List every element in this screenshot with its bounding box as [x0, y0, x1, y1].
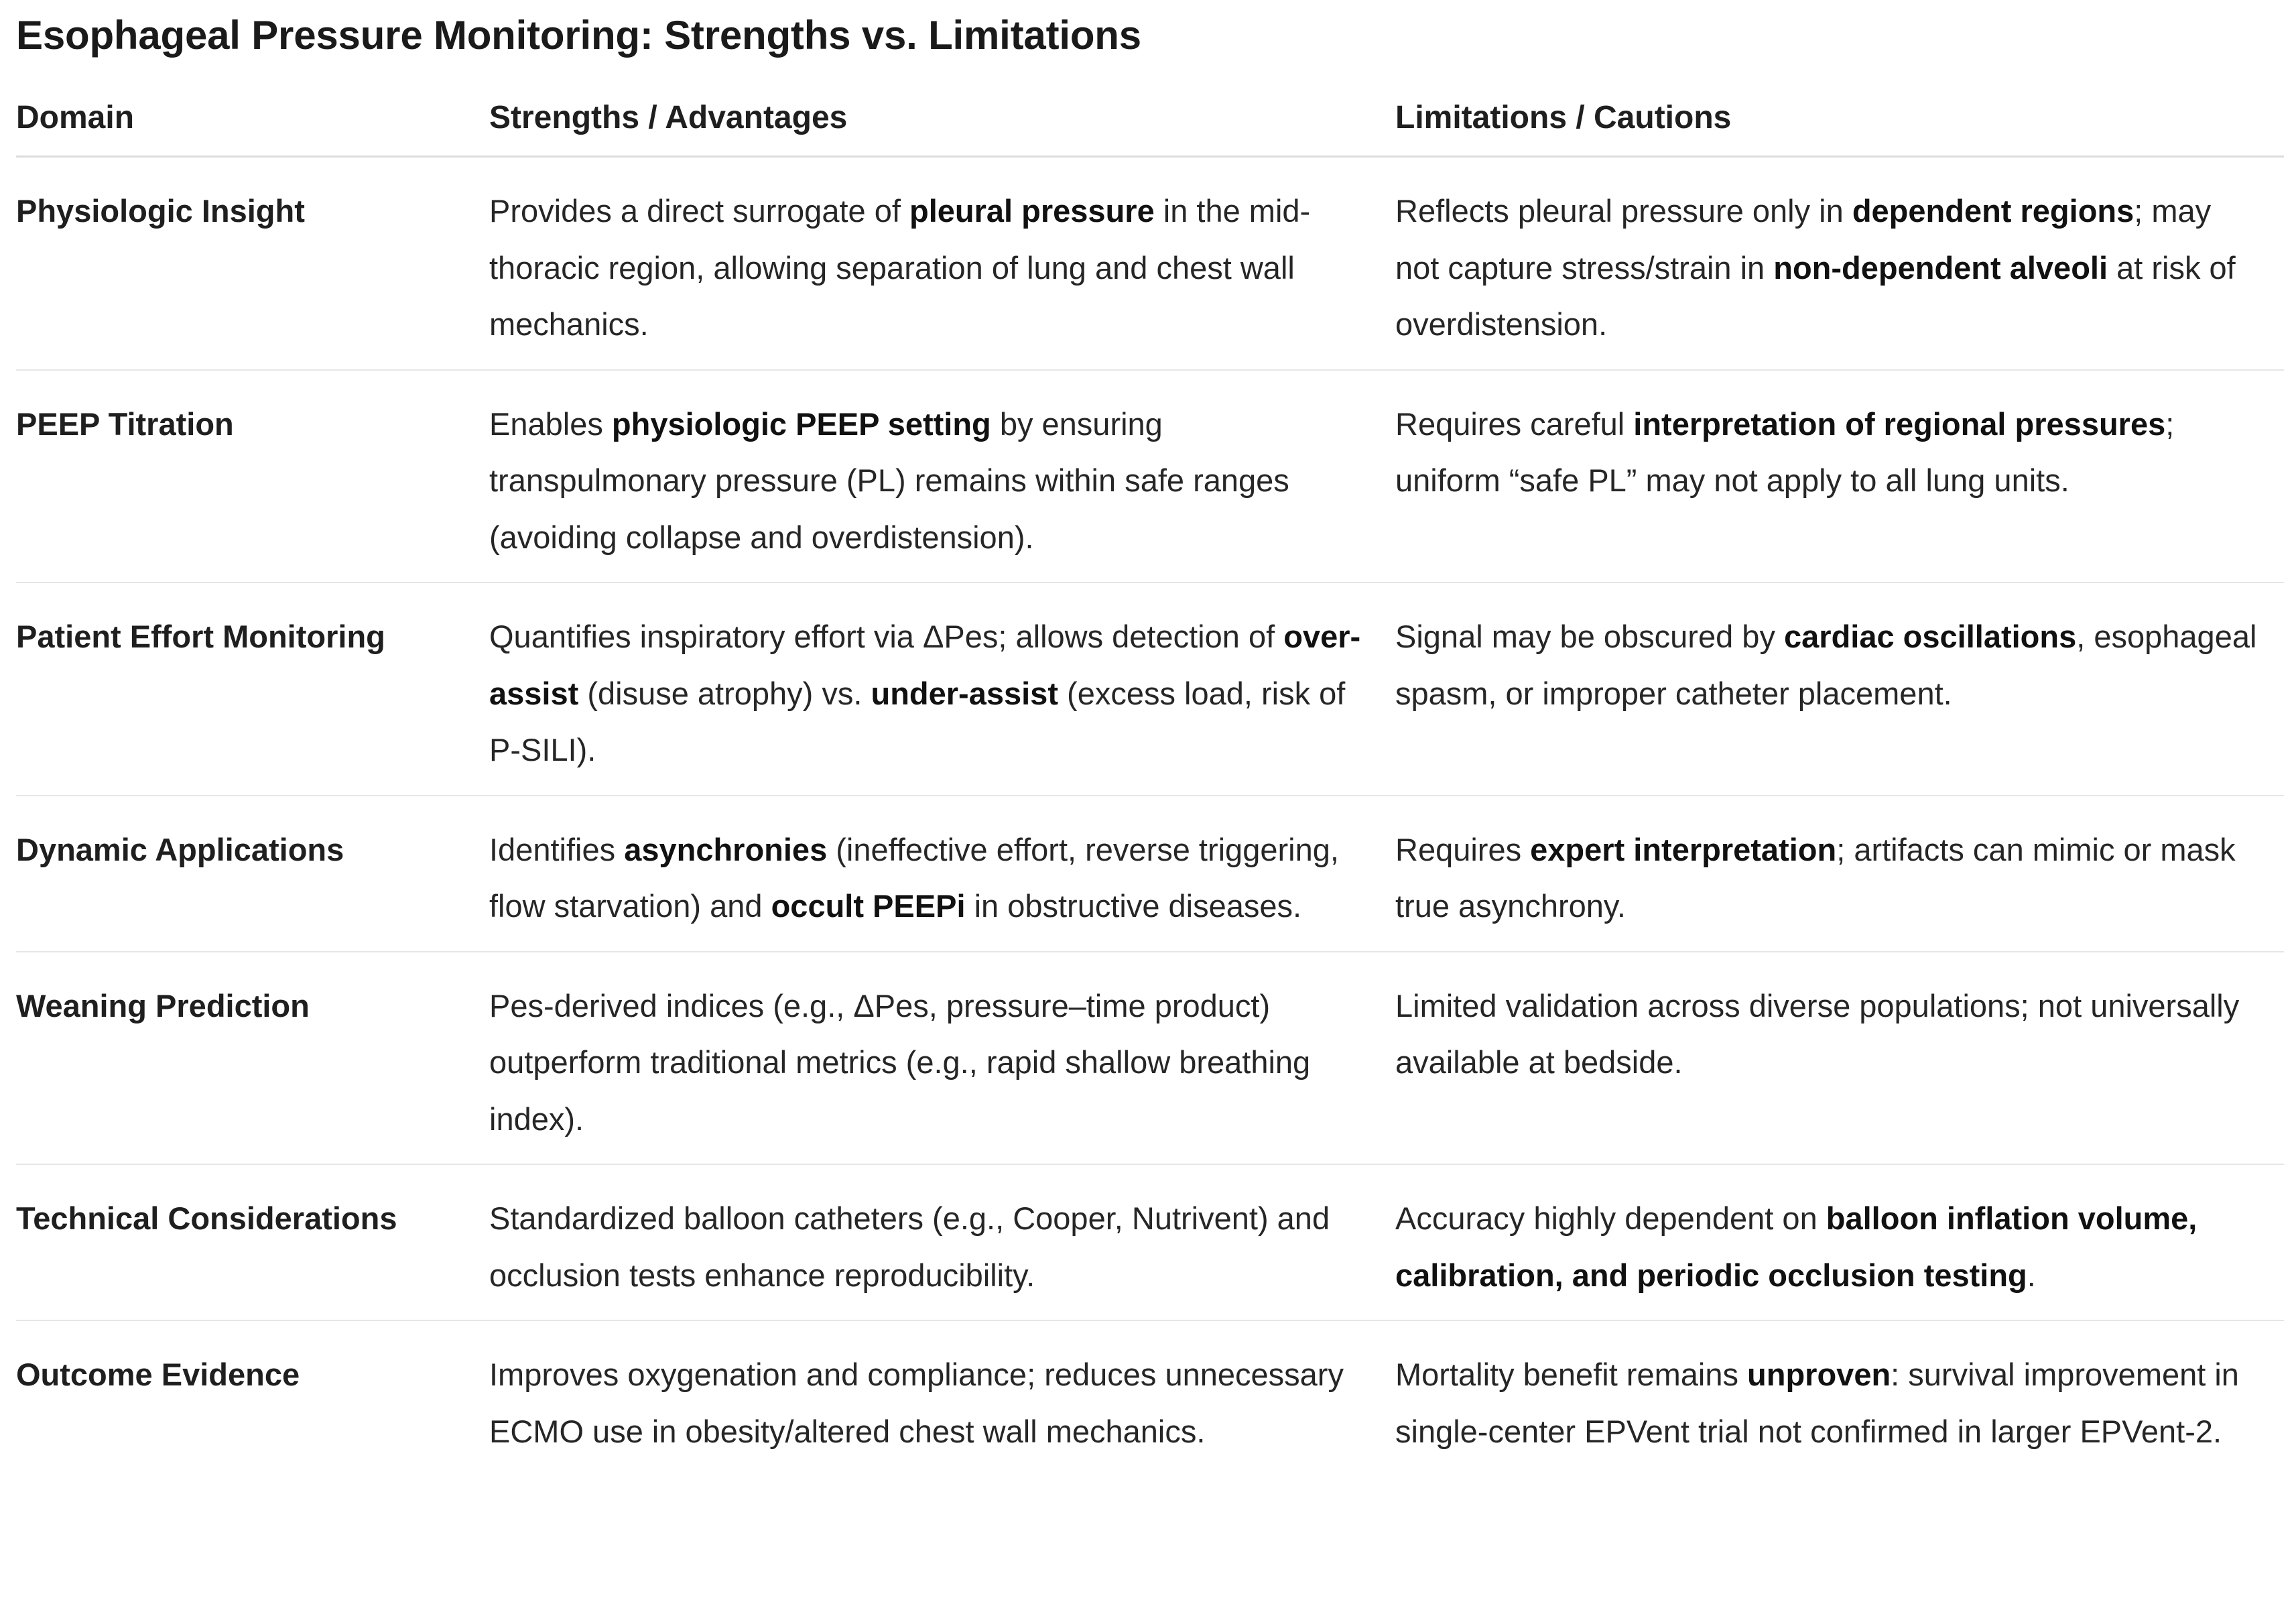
- emphasis-text: pleural pressure: [909, 193, 1155, 229]
- table-row: [16, 1164, 2284, 1320]
- emphasis-text: unproven: [1747, 1357, 1891, 1392]
- table-row: [16, 582, 2284, 796]
- cell-text: Requires: [1395, 831, 1531, 867]
- emphasis-text: balloon inflation volume, calibration, and periodic occlusion testing: [1395, 1200, 2197, 1293]
- header-row: [16, 88, 2284, 157]
- strengths-cell: [489, 952, 1395, 1165]
- cell-text: Mortality benefit remains: [1395, 1357, 1748, 1392]
- table-row: [16, 157, 2284, 370]
- emphasis-text: physiologic PEEP setting: [611, 406, 991, 442]
- domain-cell: Patient Effort Monitoring: [16, 582, 489, 796]
- domain-cell: Weaning Prediction: [16, 952, 489, 1165]
- cell-text: (disuse atrophy) vs.: [578, 675, 871, 711]
- emphasis-text: cardiac oscillations: [1784, 619, 2077, 654]
- domain-cell: Dynamic Applications: [16, 796, 489, 952]
- emphasis-text: expert interpretation: [1530, 831, 1837, 867]
- cell-text: : survival improvement in single-center EPVent trial not confirmed in larger EPVent-2.: [1395, 1357, 2239, 1449]
- page-title: Esophageal Pressure Monitoring: Strengths vs. Limitations: [16, 13, 1141, 58]
- cell-text: Enables: [489, 406, 612, 442]
- cell-text: in the mid-thoracic region, allowing separation of lung and chest wall mechanics.: [489, 193, 1311, 342]
- limitations-cell: [1395, 582, 2284, 796]
- limitations-cell: [1395, 796, 2284, 952]
- emphasis-text: under-assist: [871, 675, 1058, 711]
- cell-text: (excess load, risk of P-SILI).: [489, 675, 1346, 767]
- strengths-cell: [489, 796, 1395, 952]
- strengths-cell: [489, 582, 1395, 796]
- cell-text: at risk of overdistension.: [1395, 249, 2236, 342]
- cell-text: ; uniform “safe PL” may not apply to all lung units.: [1395, 406, 2175, 498]
- limitations-cell: [1395, 952, 2284, 1165]
- cell-text: in obstructive diseases.: [965, 888, 1302, 924]
- cell-text: Reflects pleural pressure only in: [1395, 193, 1852, 229]
- cell-text: ; may not capture stress/strain in: [1395, 193, 2212, 286]
- limitations-cell: [1395, 157, 2284, 370]
- cell-text: .: [2027, 1257, 2036, 1293]
- cell-text: Standardized balloon catheters (e.g., Cooper, Nutrivent) and occlusion tests enhance reproducibility.: [489, 1200, 1330, 1293]
- strengths-cell: [489, 370, 1395, 583]
- table-row: [16, 1320, 2284, 1476]
- cell-text: (ineffective effort, reverse triggering, flow starvation) and: [489, 831, 1339, 924]
- cell-text: Signal may be obscured by: [1395, 619, 1784, 654]
- table-body: [16, 157, 2284, 1477]
- emphasis-text: over-assist: [489, 619, 1361, 711]
- header-domain: Domain: [16, 88, 489, 157]
- domain-cell: Physiologic Insight: [16, 157, 489, 370]
- comparison-table: [16, 88, 2284, 1476]
- cell-text: Provides a direct surrogate of: [489, 193, 909, 229]
- cell-text: Accuracy highly dependent on: [1395, 1200, 1826, 1236]
- emphasis-text: interpretation of regional pressures: [1633, 406, 2166, 442]
- table-row: [16, 796, 2284, 952]
- cell-text: ; artifacts can mimic or mask true asynchrony.: [1395, 831, 2236, 924]
- table-row: [16, 952, 2284, 1165]
- emphasis-text: asynchronies: [624, 831, 828, 867]
- cell-text: Limited validation across diverse populations; not universally available at bedside.: [1395, 987, 2240, 1080]
- emphasis-text: occult PEEPi: [771, 888, 966, 924]
- domain-cell: Technical Considerations: [16, 1164, 489, 1320]
- cell-text: Pes-derived indices (e.g., ΔPes, pressure–time product) outperform traditional metrics (e.g., rapid shallow breathing index).: [489, 987, 1311, 1137]
- cell-text: Quantifies inspiratory effort via ΔPes; allows detection of: [489, 619, 1284, 654]
- limitations-cell: [1395, 370, 2284, 583]
- emphasis-text: dependent regions: [1852, 193, 2134, 229]
- domain-cell: PEEP Titration: [16, 370, 489, 583]
- table-header: [16, 88, 2284, 157]
- cell-text: Requires careful: [1395, 406, 1634, 442]
- cell-text: by ensuring transpulmonary pressure (PL) remains within safe ranges (avoiding collapse and overdistension).: [489, 406, 1289, 555]
- limitations-cell: [1395, 1320, 2284, 1476]
- header-strengths: Strengths / Advantages: [489, 88, 1395, 157]
- strengths-cell: [489, 157, 1395, 370]
- cell-text: Identifies: [489, 831, 625, 867]
- limitations-cell: [1395, 1164, 2284, 1320]
- domain-cell: Outcome Evidence: [16, 1357, 300, 1392]
- cell-text: , esophageal spasm, or improper catheter placement.: [1395, 619, 2257, 711]
- strengths-cell: [489, 1164, 1395, 1320]
- table-row: [16, 370, 2284, 583]
- strengths-cell: [489, 1320, 1395, 1476]
- header-limitations: Limitations / Cautions: [1395, 88, 2284, 157]
- emphasis-text: non-dependent alveoli: [1773, 249, 2108, 286]
- cell-text: Improves oxygenation and compliance; reduces unnecessary ECMO use in obesity/altered chest wall mechanics.: [489, 1357, 1344, 1449]
